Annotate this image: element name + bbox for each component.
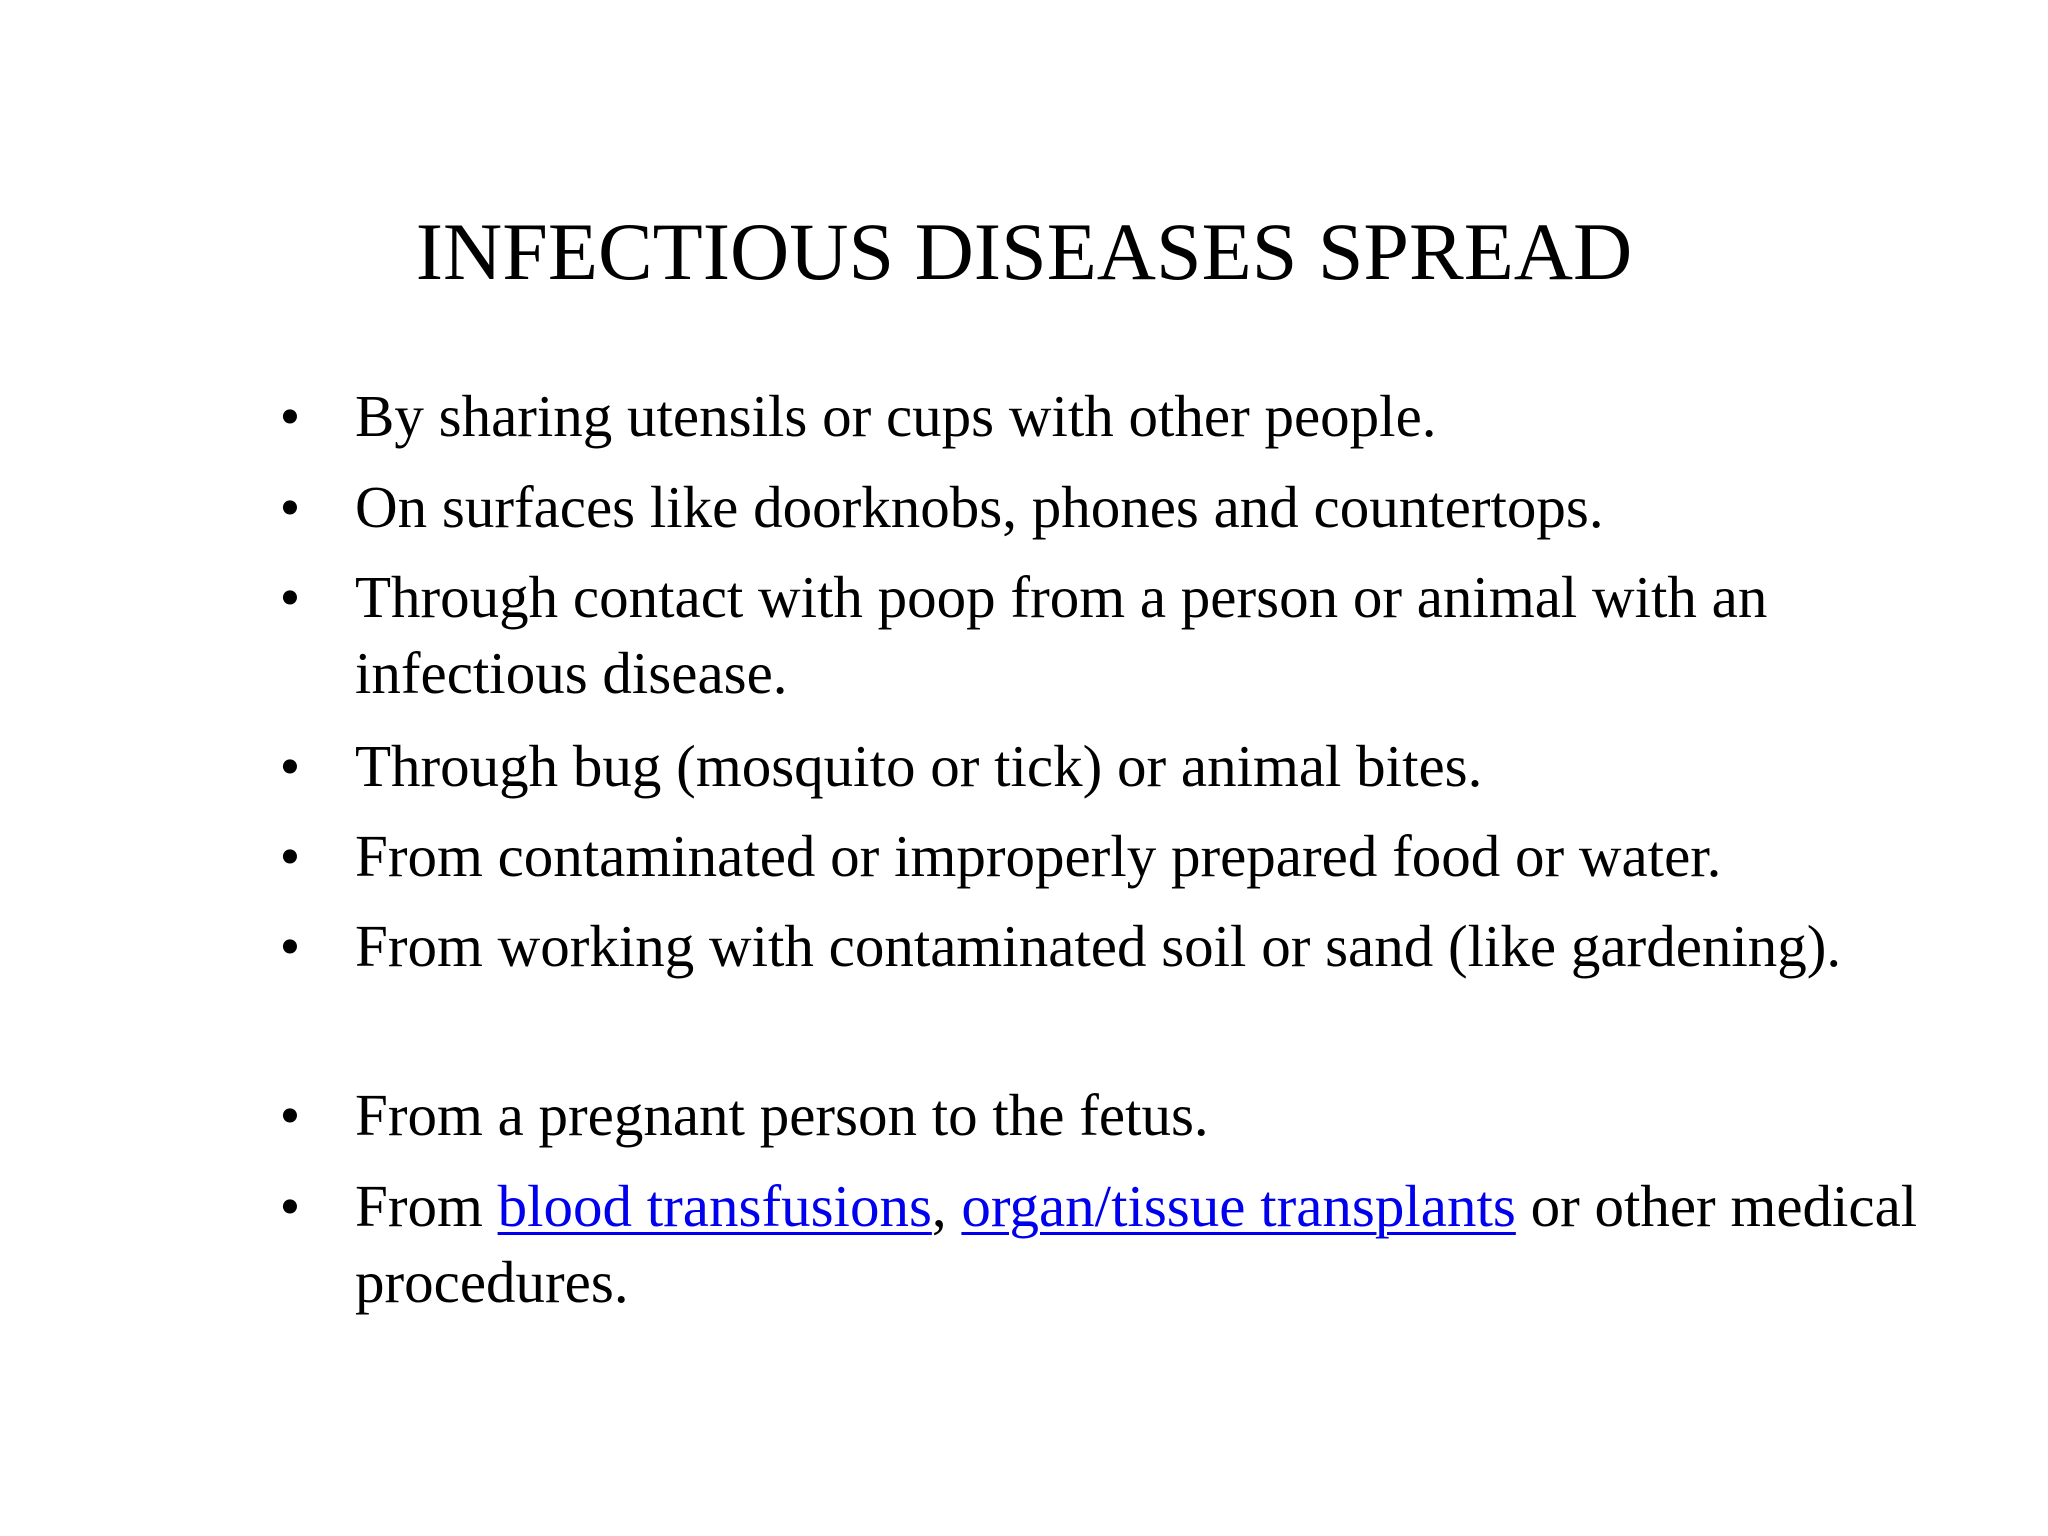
bullet-icon: • (279, 823, 301, 889)
bullet-icon: • (279, 733, 301, 799)
organ-tissue-transplants-link[interactable]: organ/tissue transplants (961, 1173, 1516, 1239)
list-item-text: From a pregnant person to the fetus. (355, 1082, 1209, 1148)
bullet-icon: • (279, 383, 301, 449)
bullet-icon: • (279, 1173, 301, 1239)
bullet-icon: • (279, 564, 301, 630)
list-item-text: By sharing utensils or cups with other people. (355, 383, 1437, 449)
list-item-prefix: From (355, 1173, 498, 1239)
slide-title: INFECTIOUS DISEASES SPREAD (415, 206, 1633, 297)
bullet-icon: • (279, 474, 301, 540)
bullet-icon: • (279, 1082, 301, 1148)
list-item-suffix: or other medical procedures. (355, 1173, 1918, 1315)
list-item-text: Through contact with poop from a person or animal with an infectious disease. (355, 564, 1768, 706)
bullet-icon: • (279, 913, 301, 979)
list-item-text: From contaminated or improperly prepared food or water. (355, 823, 1722, 889)
list-item-separator: , (931, 1173, 962, 1239)
list-item-text (355, 1168, 1975, 1320)
blood-transfusions-link[interactable]: blood transfusions (497, 1173, 932, 1239)
list-item-text: From working with contaminated soil or sand (like gardening). (355, 913, 1842, 979)
list-item-text: Through bug (mosquito or tick) or animal bites. (355, 733, 1483, 799)
list-item-text: On surfaces like doorknobs, phones and countertops. (355, 474, 1604, 540)
